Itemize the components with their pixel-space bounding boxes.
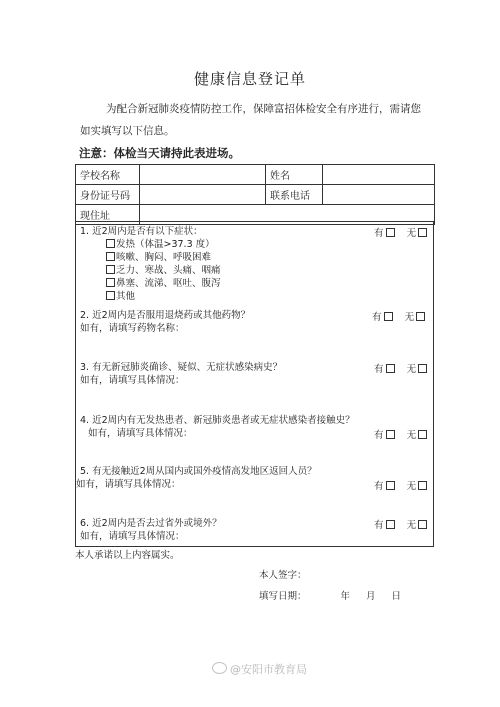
question-4-sub: 如有，请填写具体情况： — [88, 428, 193, 439]
question-2-yes-no[interactable]: 有 无 — [372, 309, 425, 323]
form-intro: 为配合新冠肺炎疫情防控工作，保障富招体检安全有序进行，需请您如实填写以下信息。 — [80, 103, 421, 137]
signature-line[interactable] — [259, 567, 307, 581]
yes-checkbox-icon[interactable] — [386, 430, 395, 439]
table-row — [76, 185, 435, 205]
id-label: 身份证号码 — [76, 185, 140, 205]
questions-box — [75, 221, 434, 547]
question-2-text: 2. 近2周内是否服用退烧药或其他药物？ — [80, 310, 251, 321]
address-label: 现住址 — [76, 205, 140, 225]
question-1-yes-no[interactable]: 有 无 — [374, 225, 427, 239]
symptom-option[interactable]: 咳嗽、胸闷、呼吸困难 — [80, 251, 221, 264]
yes-checkbox-icon[interactable] — [386, 364, 395, 373]
info-table — [75, 164, 435, 225]
question-6-yes-no[interactable]: 有 无 — [374, 517, 427, 531]
school-field[interactable] — [140, 165, 266, 185]
checkbox-icon[interactable] — [106, 265, 115, 274]
no-checkbox-icon[interactable] — [418, 364, 427, 373]
yes-checkbox-icon[interactable] — [386, 520, 395, 529]
no-checkbox-icon[interactable] — [418, 430, 427, 439]
date-label: 填写日期： — [259, 591, 307, 602]
yes-checkbox-icon[interactable] — [384, 312, 393, 321]
phone-label: 联系电话 — [266, 185, 323, 205]
question-6-text: 6. 近2周内是否去过省外或境外？ — [80, 518, 222, 529]
no-checkbox-icon[interactable] — [416, 312, 425, 321]
checkbox-icon[interactable] — [106, 239, 115, 248]
year-label: 年 — [340, 591, 351, 602]
question-2-sub: 如有，请填写药物名称： — [80, 323, 185, 334]
yes-checkbox-icon[interactable] — [386, 228, 395, 237]
question-5-text: 5. 有无接触近2周从国内或国外疫情高发地区返回人员？ — [80, 466, 317, 477]
question-5-sub: 如有，请填写具体情况： — [76, 479, 181, 490]
question-5 — [76, 465, 317, 491]
form-notice: 注意：体检当天请持此表进场。 — [79, 146, 240, 160]
question-6-sub: 如有，请填写具体情况： — [80, 531, 185, 542]
question-3 — [80, 361, 282, 387]
day-label: 日 — [391, 591, 402, 602]
sign-label: 本人签字： — [259, 570, 307, 581]
no-checkbox-icon[interactable] — [418, 520, 427, 529]
school-label: 学校名称 — [76, 165, 140, 185]
question-3-sub: 如有，请填写具体情况： — [80, 375, 185, 386]
question-2 — [80, 309, 250, 335]
pledge-text: 本人承诺以上内容属实。 — [75, 550, 180, 561]
question-3-text: 3. 有无新冠肺炎确诊、疑似、无症状感染病史？ — [80, 362, 283, 373]
phone-field[interactable] — [323, 185, 435, 205]
no-checkbox-icon[interactable] — [418, 228, 427, 237]
question-1 — [80, 225, 221, 303]
yes-checkbox-icon[interactable] — [386, 481, 395, 490]
symptom-option[interactable]: 其他 — [80, 290, 221, 303]
month-label: 月 — [366, 591, 376, 602]
table-row — [76, 165, 435, 185]
question-4 — [80, 414, 355, 440]
question-4-text: 4. 近2周内有无发热患者、新冠肺炎患者或无症状感染者接触史？ — [80, 415, 355, 426]
symptom-option[interactable]: 鼻塞、流涕、呕吐、腹泻 — [80, 277, 221, 290]
checkbox-icon[interactable] — [106, 252, 115, 261]
question-4-yes-no[interactable]: 有 无 — [374, 427, 427, 441]
checkbox-icon[interactable] — [106, 291, 115, 300]
question-6 — [80, 517, 222, 543]
question-5-yes-no[interactable]: 有 无 — [374, 478, 427, 492]
question-1-text: 1. 近2周内是否有以下症状： — [80, 226, 203, 237]
watermark: @安阳市教育局 — [212, 661, 307, 677]
name-field[interactable] — [323, 165, 435, 185]
checkbox-icon[interactable] — [106, 278, 115, 287]
id-field[interactable] — [140, 185, 266, 205]
question-3-yes-no[interactable]: 有 无 — [374, 361, 427, 375]
no-checkbox-icon[interactable] — [418, 481, 427, 490]
name-label: 姓名 — [266, 165, 323, 185]
symptom-option[interactable]: 乏力、寒战、头痛、咽痛 — [80, 264, 221, 277]
symptom-option[interactable]: 发热（体温>37.3 度） — [80, 238, 221, 251]
form-title: 健康信息登记单 — [193, 70, 306, 88]
weibo-icon — [212, 662, 227, 674]
date-line[interactable] — [259, 588, 401, 602]
